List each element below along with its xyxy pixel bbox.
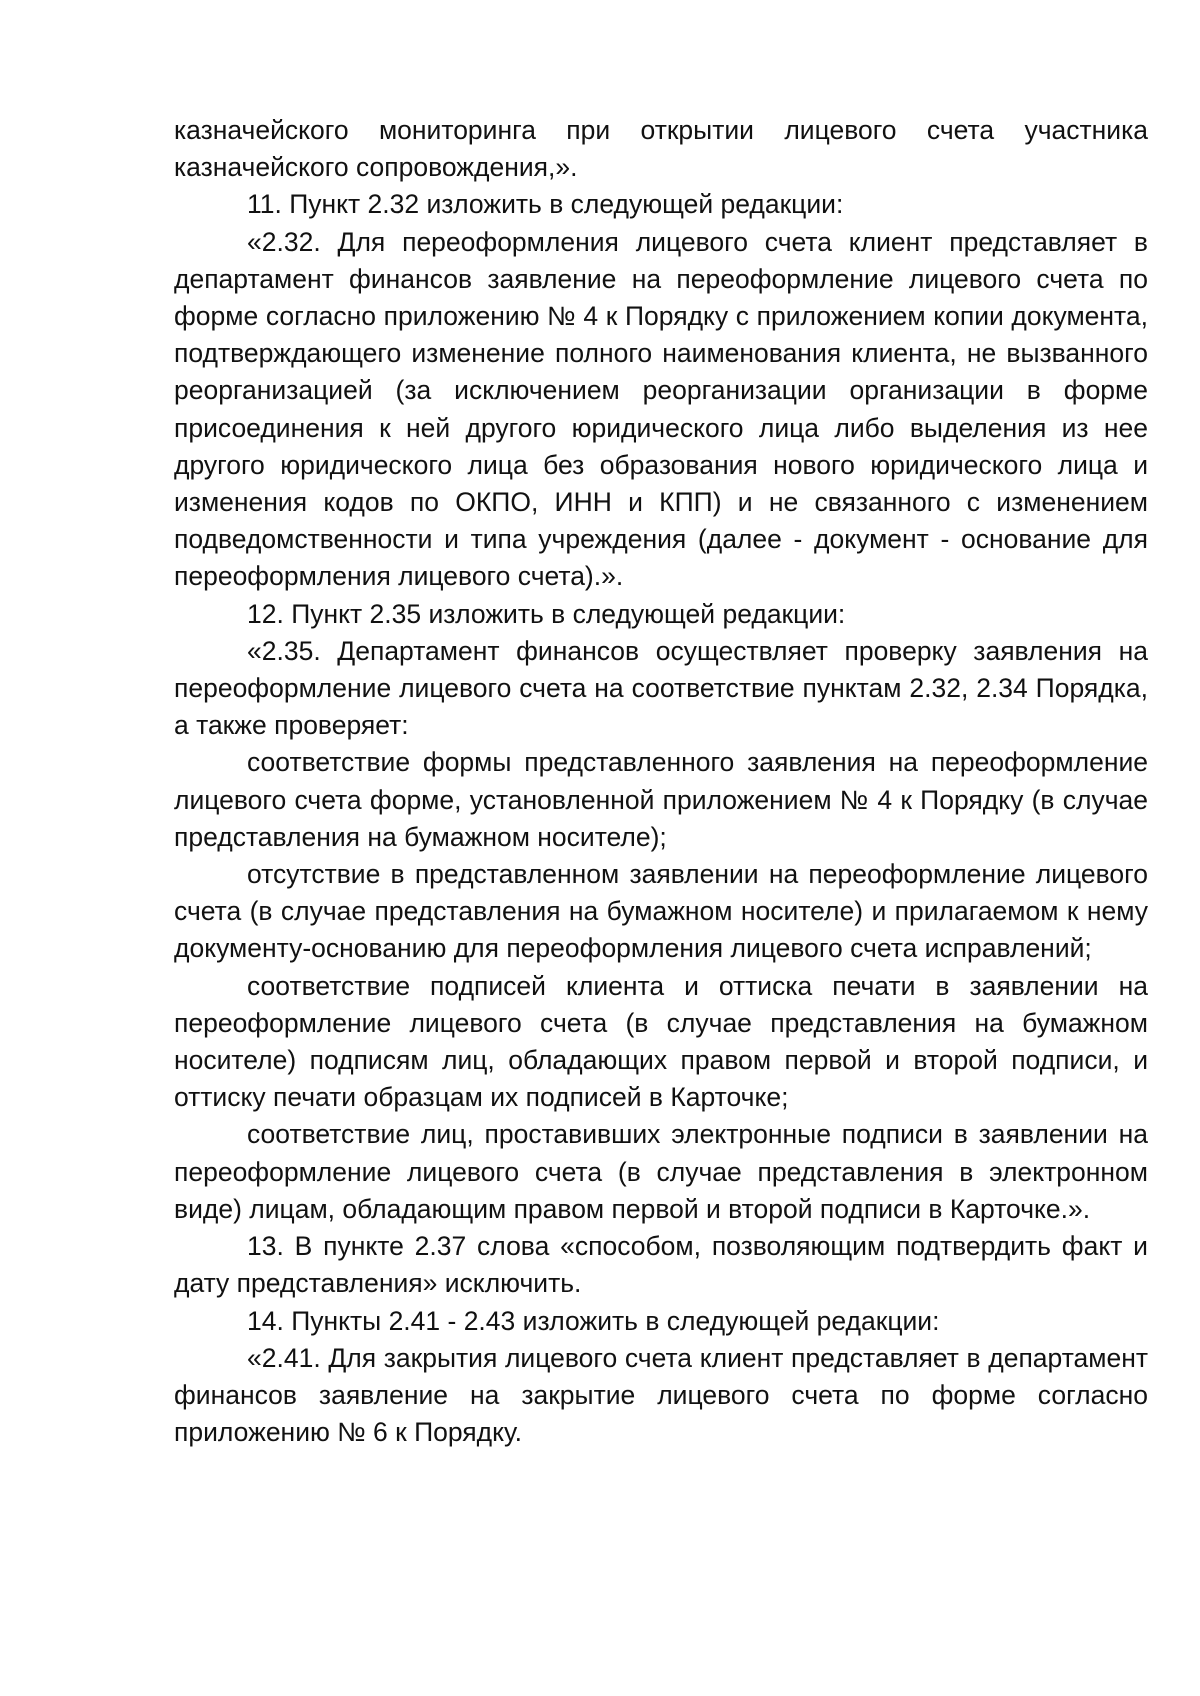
paragraph-check-form: соответствие формы представленного заявления на переоформление лицевого счета форме, установленной приложением № 4 к Порядку (в случае представления на бумажном носителе);	[174, 747, 1148, 852]
paragraph-item-13: 13. В пункте 2.37 слова «способом, позволяющим подтвердить факт и дату представления» исключить.	[174, 1231, 1148, 1299]
paragraph-clause-2-32: «2.32. Для переоформления лицевого счета клиент представляет в департамент финансов заявление на переоформление лицевого счета по форме согласно приложению № 4 к Порядку с приложением копии документа, подтверждающего изменение полного наименования клиента, не вызванного реорганизацией (за исключением реорганизации организации в форме присоединения к ней другого юридического лица либо выделения из нее другого юридического лица без образования нового юридического лица и изменения кодов по ОКПО, ИНН и КПП) и не связанного с изменением подведомственности и типа учреждения (далее - документ - основание для переоформления лицевого счета).».	[174, 226, 1148, 592]
paragraph-check-electronic: соответствие лиц, проставивших электронные подписи в заявлении на переоформление лицевого счета (в случае представления в электронном виде) лицам, обладающим правом первой и второй подписи в Карточке.».	[174, 1119, 1148, 1224]
paragraph-clause-2-41: «2.41. Для закрытия лицевого счета клиент представляет в департамент финансов заявление на закрытие лицевого счета по форме согласно приложению № 6 к Порядку.	[174, 1342, 1148, 1448]
paragraph-check-signatures: соответствие подписей клиента и оттиска печати в заявлении на переоформление лицевого счета (в случае представления на бумажном носителе) подписям лиц, обладающих правом первой и второй подписи, и оттиску печати образцам их подписей в Карточке;	[174, 970, 1148, 1113]
paragraph-continuation: казначейского мониторинга при открытии лицевого счета участника казначейского сопровождения,».	[174, 115, 1148, 183]
paragraph-check-corrections: отсутствие в представленном заявлении на переоформление лицевого счета (в случае представления на бумажном носителе) и прилагаемом к нему документу-основанию для переоформления лицевого счета исправлений;	[174, 859, 1148, 964]
paragraph-clause-2-35: «2.35. Департамент финансов осуществляет проверку заявления на переоформление лицевого счета на соответствие пунктам 2.32, 2.34 Порядка, а также проверяет:	[174, 635, 1148, 741]
paragraph-item-11: 11. Пункт 2.32 изложить в следующей редакции:	[247, 189, 844, 220]
paragraph-item-14: 14. Пункты 2.41 - 2.43 изложить в следующей редакции:	[247, 1305, 940, 1336]
document-body	[174, 112, 1148, 1451]
paragraph-item-12: 12. Пункт 2.35 изложить в следующей редакции:	[247, 598, 846, 629]
